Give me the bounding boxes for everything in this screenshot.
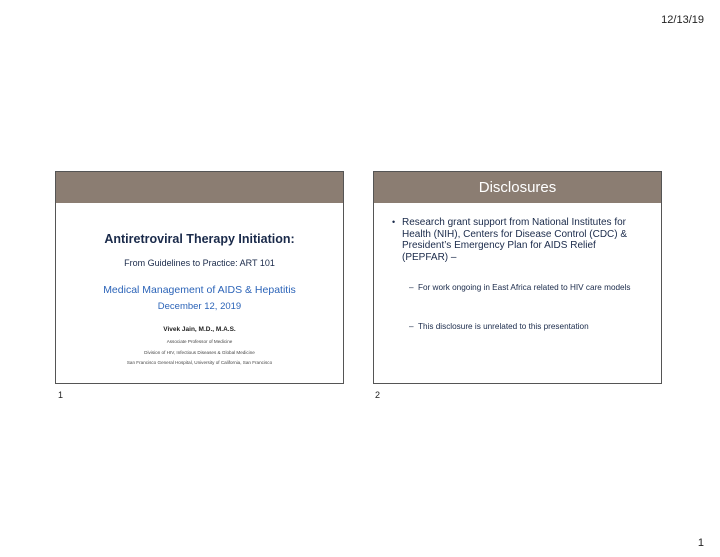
slide-2-bullet [392,217,642,263]
slide-1-author: Vivek Jain, M.D., M.A.S. [163,326,236,333]
slide-1 [55,171,344,384]
slide-1-number: 1 [58,390,64,400]
header-date: 12/13/19 [661,14,704,26]
slide-1-header-band [56,172,343,203]
page-number: 1 [697,537,704,549]
slide-2-title: Disclosures [374,172,661,203]
slide-1-affiliation: San Francisco General Hospital, University of California, San Francisco [126,360,273,365]
slide-1-affiliation: Division of HIV, Infectious Diseases & Global Medicine [144,350,255,355]
slide-2-bullet-text: Research grant support from National Institutes for Health (NIH), Centers for Disease Control (CDC) & President’s Emergency Plan for AIDS Relief (PEPFAR) – [402,217,628,263]
slide-2-sub-bullet-text: This disclosure is unrelated to this presentation [418,322,589,331]
slide-1-title: Antiretroviral Therapy Initiation: [104,232,295,246]
slide-1-subtitle: From Guidelines to Practice: ART 101 [124,258,275,268]
slide-2 [373,171,662,384]
slide-2-sub-bullet-text: For work ongoing in East Africa related to HIV care models [418,283,631,292]
slide-2-number: 2 [375,390,381,400]
slide-1-date: December 12, 2019 [157,301,242,312]
slide-2-sub-bullet [409,322,644,332]
dash-icon: – [409,322,414,331]
slide-1-affiliation: Associate Professor of Medicine [166,339,233,344]
slide-2-sub-bullet [409,283,644,293]
dash-icon: – [409,283,414,292]
bullet-dot-icon: • [392,217,396,227]
slide-1-course: Medical Management of AIDS & Hepatitis [103,284,296,296]
